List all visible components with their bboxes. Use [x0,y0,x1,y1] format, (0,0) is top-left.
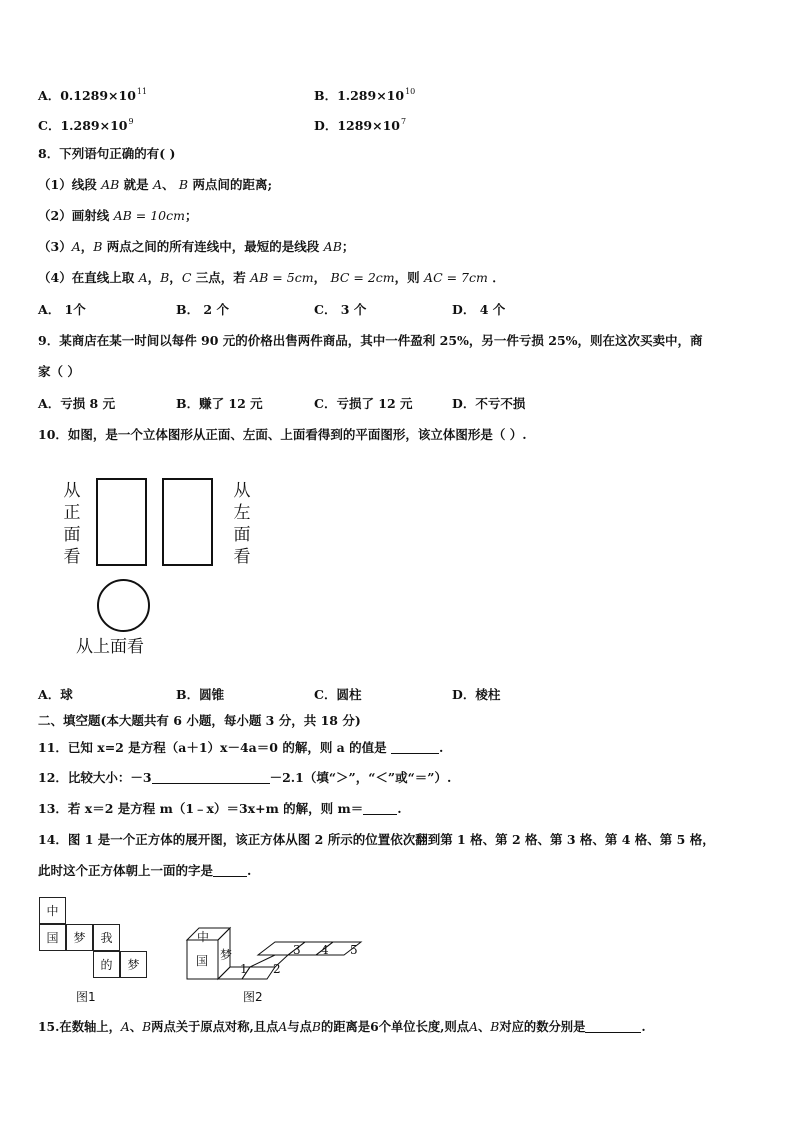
q8-option-a: A． 1个 [38,302,86,317]
q14-stem-line1: 14．图 1 是一个正方体的展开图，该正方体从图 2 所示的位置依次翻到第 1 格、第 2 格、第 3 格、第 4 格、第 5 格， [38,832,715,847]
net-cell: 中 [39,897,66,924]
cell-label-3: 3 [293,943,301,957]
top-view-label: 从上面看 [76,637,144,657]
top-view-circle [97,579,150,632]
q10-stem: 10．如图，是一个立体图形从正面、左面、上面看得到的平面图形，该立体图形是（ ）. [38,427,527,442]
net-cell: 我 [93,924,120,951]
q11: 11．已知 x=2 是方程（a＋1）x－4a＝0 的解，则 a 的值是 . [38,740,444,755]
net-cell: 的 [93,951,120,978]
q12: 12．比较大小：－3 －2.1（填“＞”，“＜”或“＝”）. [38,770,452,785]
q8-statement-4: （4）在直线上取 A，B，C 三点，若 AB = 5cm， BC = 2cm，则 AC = 7cm ． [38,270,505,285]
q10-option-d: D．棱柱 [452,687,501,702]
q8-statement-3: （3）A，B 两点之间的所有连线中，最短的是线段 AB； [38,239,355,254]
answer-blank [391,741,439,754]
cell-label-2: 2 [273,962,281,976]
q9-stem-line2: 家（ ） [38,364,80,379]
cell-label-4: 4 [321,943,329,957]
section-heading: 二、填空题(本大题共有 6 小题，每小题 3 分，共 18 分) [38,713,361,728]
q9-option-c: C．亏损了 12 元 [314,396,413,411]
answer-blank [585,1020,641,1033]
cell-label-5: 5 [350,943,358,957]
cell-label-1: 1 [240,962,248,976]
net-cell: 国 [39,924,66,951]
q7-option-c: C．$1.289\times 10^9$ [38,117,134,133]
q8-option-b: B． 2 个 [176,302,229,317]
front-view-label: 从 正 面 看 [63,481,81,567]
q13: 13．若 x＝2 是方程 m（1﹣x）＝3x+m 的解，则 m＝ . [38,801,402,816]
q8-option-d: D． 4 个 [452,302,506,317]
q9-option-a: A．亏损 8 元 [38,396,116,411]
cube-front-char: 国 [196,954,209,968]
front-view-rectangle [96,478,147,566]
answer-blank [152,771,270,784]
answer-blank [363,802,397,815]
cube-side-char: 梦 [220,948,233,962]
q7-option-d: D．$1289\times 10^7$ [314,117,407,133]
q14-stem-line2: 此时这个正方体朝上一面的字是 . [38,863,252,878]
q9-stem-line1: 9．某商店在某一时间以每件 90 元的价格出售两件商品，其中一件盈利 25%，另一件亏损 25%，则在这次买卖中，商 [38,333,703,348]
net-cell: 梦 [66,924,93,951]
q9-option-b: B．赚了 12 元 [176,396,263,411]
q8-statement-2: （2）画射线 AB = 10cm； [38,208,198,223]
q10-option-c: C．圆柱 [314,687,362,702]
q8-stem: 8．下列语句正确的有( ) [38,146,176,161]
q10-option-a: A．球 [38,687,73,702]
figure-2-caption: 图2 [243,990,263,1004]
q8-statement-1: （1）线段 AB 就是 A、 B 两点间的距离; [38,177,273,192]
cube-top-char: 中 [197,930,210,944]
q8-option-c: C． 3 个 [314,302,367,317]
left-view-label: 从 左 面 看 [233,481,251,567]
figure-1-caption: 图1 [76,990,96,1004]
q7-option-a: A．$0.1289\times 10^{11}$ [38,87,148,103]
q15: 15.在数轴上，A、B两点关于原点对称,且点A与点B的距离是6个单位长度,则点A、B对应的数分别是 . [38,1019,646,1034]
answer-blank [213,864,247,877]
left-view-rectangle [162,478,213,566]
q10-option-b: B．圆锥 [176,687,225,702]
net-cell: 梦 [120,951,147,978]
q9-option-d: D．不亏不损 [452,396,526,411]
q7-option-b: B．$1.289\times 10^{10}$ [314,87,416,103]
